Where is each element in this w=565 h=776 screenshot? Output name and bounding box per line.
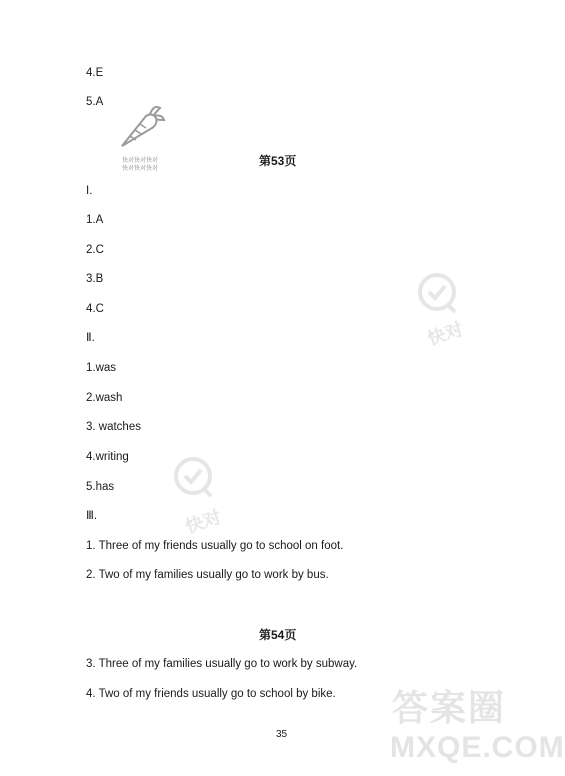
carrot-icon (116, 102, 166, 152)
answer-line: 1.A (86, 214, 104, 226)
answer-line: 1.was (86, 362, 117, 374)
answer-sentence: 4. Two of my friends usually go to school by bike. (86, 688, 336, 700)
answer-line: 3. watches (86, 421, 141, 433)
carrot-sticker-logo (116, 102, 166, 172)
page-number: 35 (276, 729, 288, 740)
page-heading: 第54页 (259, 628, 297, 642)
answer-sentence: 1. Three of my friends usually go to school on foot. (86, 540, 344, 552)
section-label: I. (86, 185, 93, 197)
watermark-text: 快对 (425, 318, 466, 350)
sticker-text: 快对快对快对 (122, 166, 159, 172)
site-watermark (388, 687, 565, 772)
sticker-text: 快对快对快对 (122, 158, 159, 164)
answer-line: 2.wash (86, 392, 123, 404)
answer-line: 4.writing (86, 451, 129, 463)
section-label: Ⅲ. (86, 510, 98, 522)
answer-sentence: 3. Three of my families usually go to work by subway. (86, 658, 358, 670)
answer-line: 5.has (86, 481, 115, 493)
kuaidui-watermark (405, 268, 490, 358)
answer-line: 4.C (86, 303, 104, 315)
answer-line: 3.B (86, 273, 104, 285)
kuaidui-watermark (165, 452, 250, 542)
answer-sentence: 2. Two of my families usually go to work by bus. (86, 569, 329, 581)
page-heading: 第53页 (259, 154, 297, 168)
answer-line: 5.A (86, 96, 104, 108)
section-label: Ⅱ. (86, 332, 95, 344)
site-watermark-url: MXQE.COM (390, 731, 565, 764)
check-bubble-icon (169, 452, 219, 502)
check-bubble-icon (413, 268, 463, 318)
answer-line: 4.E (86, 67, 104, 79)
watermark-text: 快对 (183, 506, 224, 538)
answer-line: 2.C (86, 244, 104, 256)
site-watermark-brand: 答案圈 (392, 687, 507, 728)
